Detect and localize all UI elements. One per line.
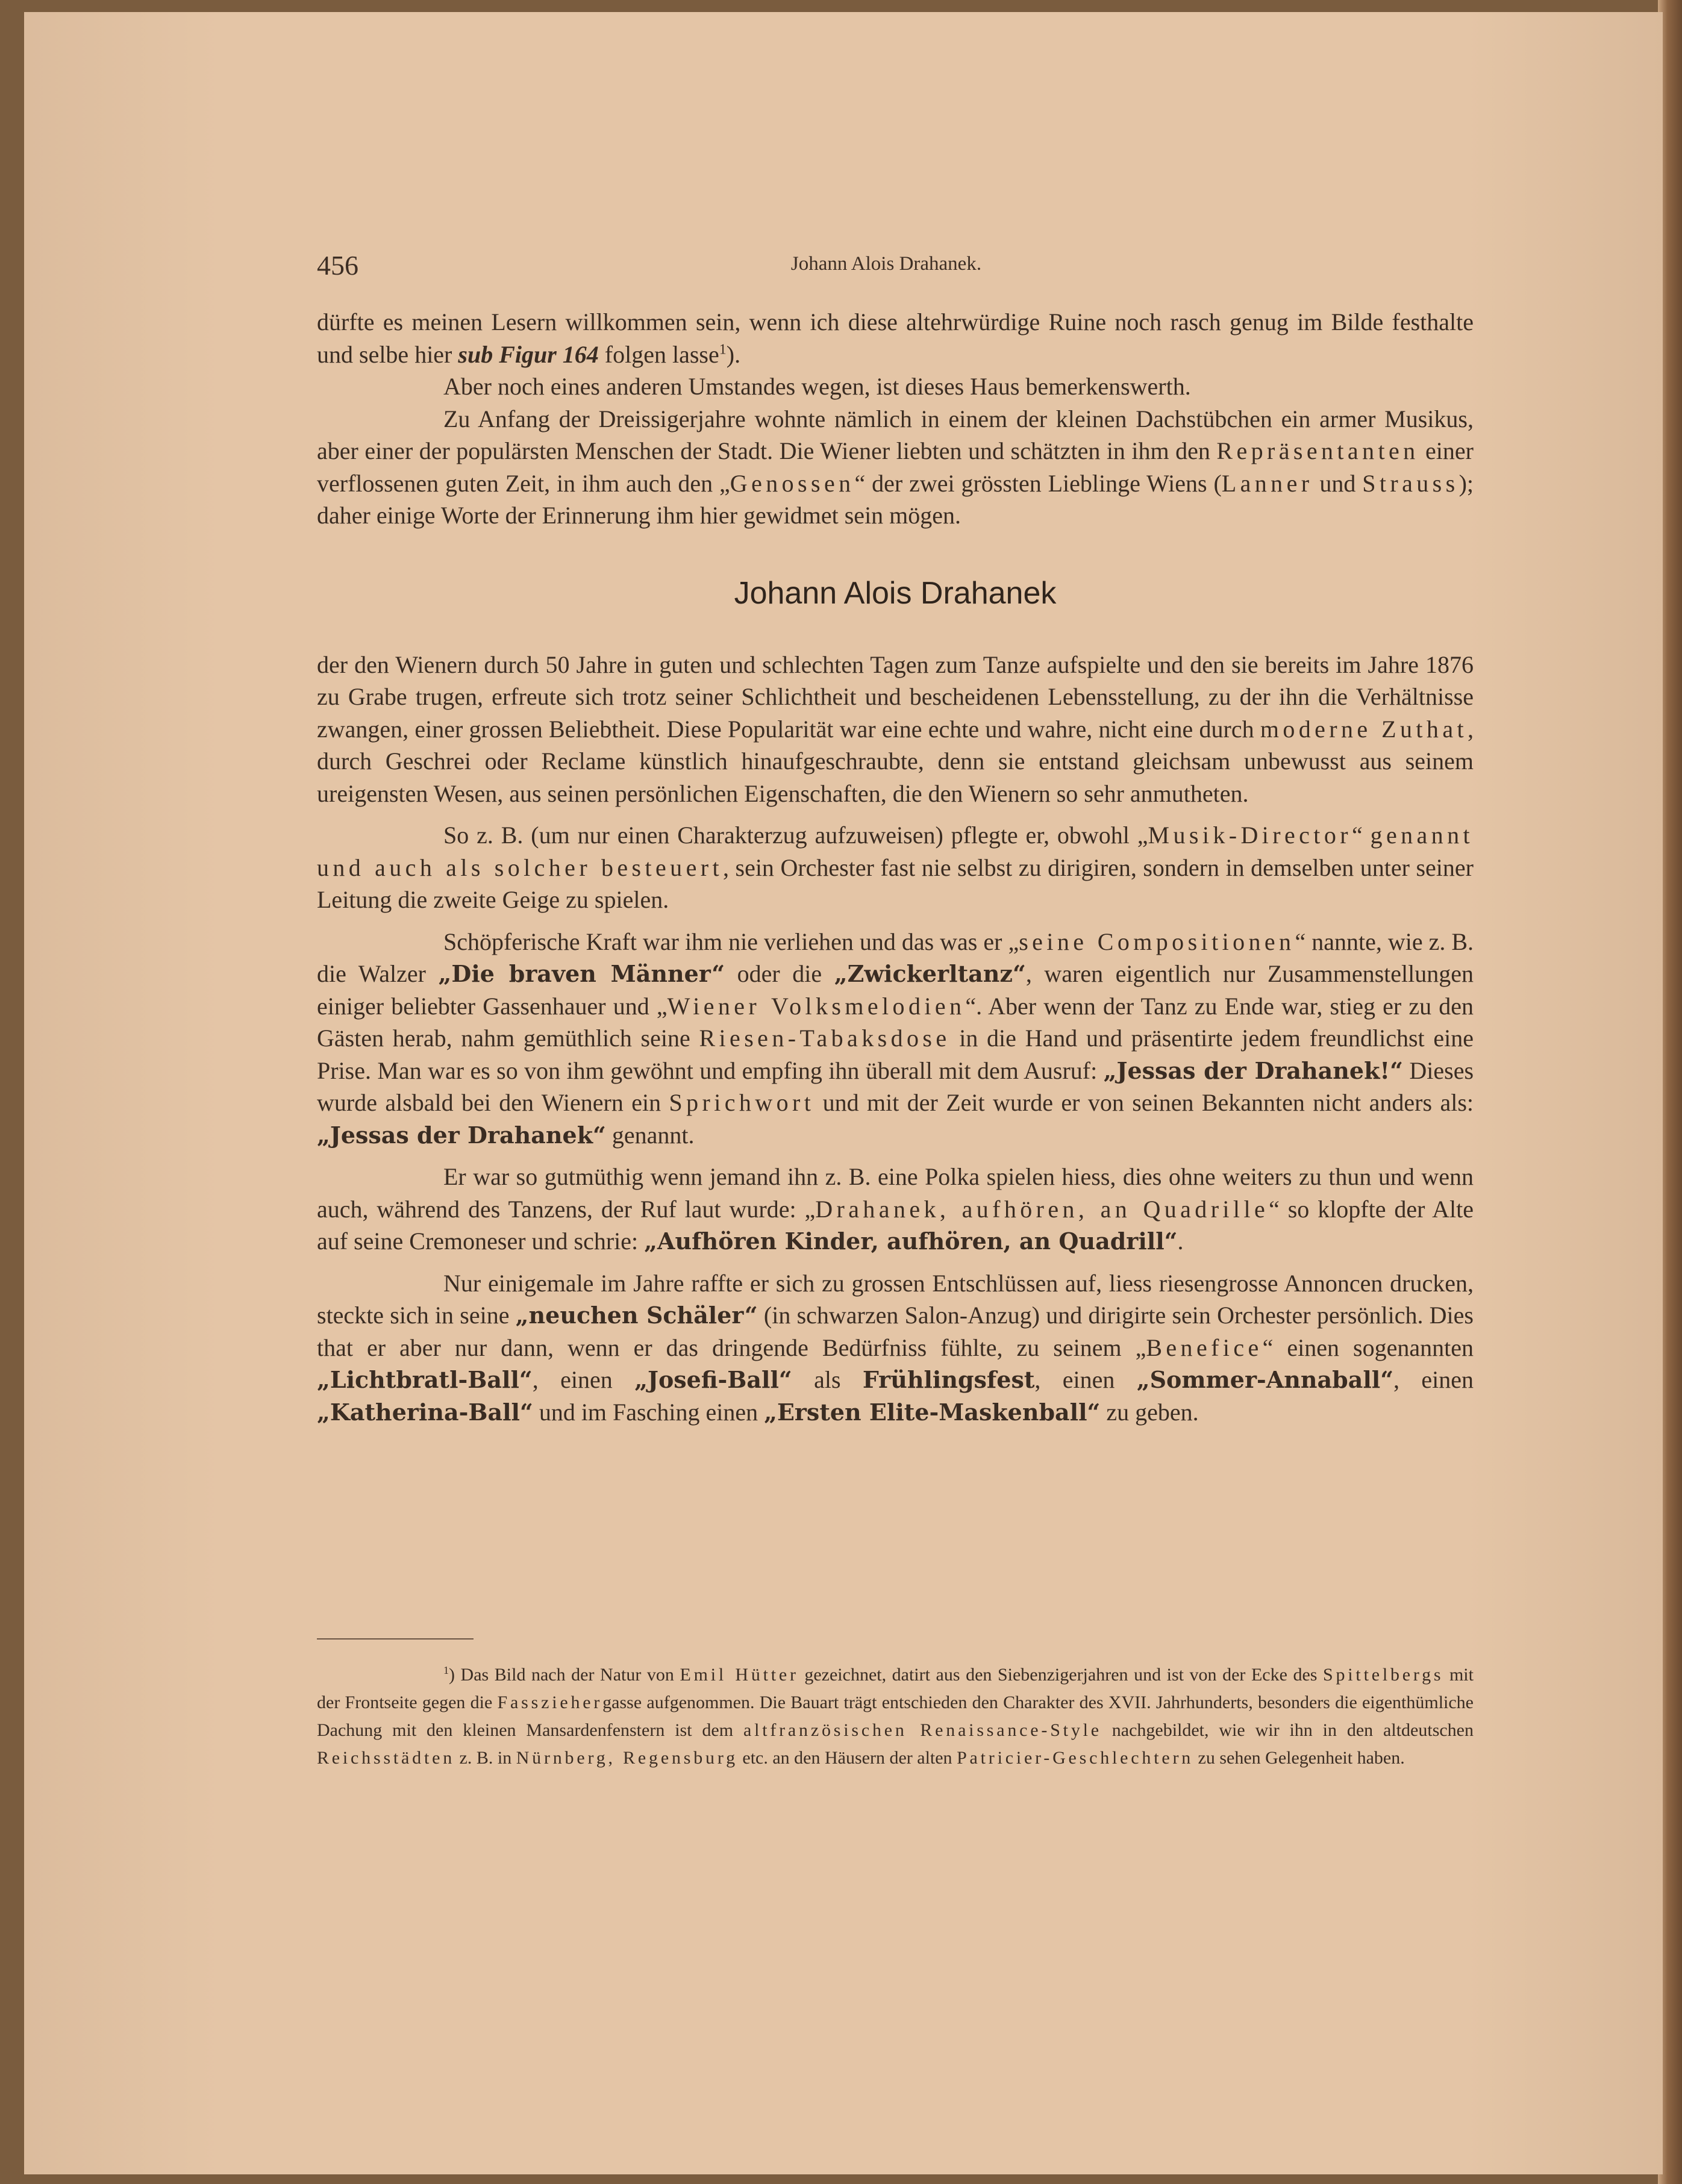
text-run: nachgebildet, wie wir ihn in den altdeutschen: [1101, 1720, 1474, 1740]
fraktur-phrase: „Die braven Männer“: [438, 960, 725, 987]
fraktur-phrase: „neuchen Schäler“: [515, 1302, 758, 1329]
spaced-word: Musik-Director: [1148, 822, 1352, 849]
spaced-word: Nürnberg, Regensburg: [516, 1748, 738, 1768]
text-run: z. B. in: [455, 1748, 516, 1768]
paragraph-section-4: [317, 1161, 1474, 1258]
text-run: Er war so gutmüthig wenn jemand ihn z. B. eine Polka spielen hiess, dies ohne weiters zu thun und wenn auch, während des Tanzens, der Ruf laut wurde: „: [317, 1163, 1474, 1223]
footnote-1: [317, 1661, 1474, 1772]
figure-reference: sub Figur 164: [458, 340, 599, 368]
fraktur-phrase: „Jessas der Drahanek“: [317, 1121, 606, 1149]
text-run: dürfte es meinen Lesern willkommen sein, wenn ich diese altehrwürdige Ruine noch rasch genug im Bilde festhalte und selbe hier: [317, 308, 1474, 368]
text-run: So z. B. (um nur einen Charakterzug aufzuweisen) pflegte er, obwohl „: [443, 822, 1148, 849]
text-run: Nur einigemale im Jahre raffte er sich zu grossen Entschlüssen auf, liess riesengrosse Annoncen drucken, steckte sich in seine: [317, 1269, 1474, 1329]
text-run: in die Hand und präsentirte jedem freundlichst eine Prise. Man war es so von ihm gewöhnt und empfing ihn überall mit dem Ausruf:: [317, 1025, 1474, 1084]
spaced-word: Benefice: [1146, 1334, 1263, 1361]
spaced-word: Emil Hütter: [680, 1665, 799, 1685]
text-run: einer verflossenen guten Zeit, in ihm auch den „: [317, 437, 1474, 497]
text-run: ); daher einige Worte der Erinnerung ihm hier gewidmet sein mögen.: [317, 469, 1474, 529]
text-run: gezeichnet, datirt aus den Siebenzigerjahren und ist von der Ecke des: [798, 1665, 1324, 1685]
fraktur-phrase: „Jessas der Drahanek!“: [1103, 1056, 1403, 1084]
text-run: genannt.: [605, 1121, 695, 1149]
paragraph-intro-2: Aber noch eines anderen Umstandes wegen, ist dieses Haus bemerkenswerth.: [443, 373, 1191, 400]
spaced-word: Riesen-Tabaksdose: [699, 1025, 951, 1052]
text-run: etc. an den Häusern der alten: [737, 1748, 957, 1768]
spaced-word: moderne Zuthat: [1260, 715, 1468, 743]
text-run: folgen lasse: [598, 340, 719, 368]
text-run: zu sehen Gelegenheit haben.: [1193, 1748, 1405, 1768]
text-run: , einen: [532, 1366, 635, 1393]
text-run: “ der zwei grössten Lieblinge Wiens (: [854, 469, 1222, 497]
spaced-word: altfranzösischen Renaissance-Style: [743, 1720, 1102, 1740]
fraktur-phrase: Frühlingsfest: [862, 1366, 1035, 1393]
text-run: , einen: [1034, 1366, 1137, 1393]
text-run: ).: [726, 340, 741, 368]
paragraph-section-5: [317, 1267, 1474, 1429]
spaced-word: Wiener Volksmelodien: [667, 992, 966, 1020]
text-run: gasse aufgenommen. Die Bauart trägt entschieden den Charakter des XVII. Jahrhunderts, besonders die eigenthümliche Dachung mit den kleinen Mansardenfenstern ist dem: [317, 1693, 1474, 1740]
text-run: Zu Anfang der Dreissigerjahre wohnte nämlich in einem der kleinen Dachstübchen ein armer Musikus, aber einer der populärsten Menschen der Stadt. Die Wiener liebten und schätzten in ihm den: [317, 405, 1474, 464]
text-run: “ nannte, wie z. B. die Walzer: [317, 928, 1474, 987]
spaced-word: Reichsstädten: [317, 1748, 455, 1768]
text-run: , einen: [1393, 1366, 1474, 1393]
fraktur-phrase: „Zwickerltanz“: [834, 960, 1026, 987]
text-run: Schöpferische Kraft war ihm nie verliehen und das was er „: [443, 928, 1019, 955]
text-run: zu geben.: [1100, 1398, 1199, 1426]
spaced-word: Sprichwort: [669, 1089, 815, 1116]
spaced-word: Strauss: [1362, 469, 1459, 497]
page-header: [317, 241, 1455, 283]
text-run: “ so klopfte der Alte auf seine Cremoneser und schrie:: [317, 1195, 1474, 1255]
running-title: Johann Alois Drahanek.: [790, 253, 982, 275]
text-run: (in schwarzen Salon-Anzug) und dirigirte sein Orchester persönlich. Dies that er aber nur dann, wenn er das dringende Bedürfniss fühlte, zu seinem „: [317, 1302, 1474, 1361]
text-run: und im Fasching einen: [533, 1398, 764, 1426]
page-number: 456: [317, 250, 358, 281]
paragraph-section-1: [317, 649, 1474, 810]
paragraph-section-3: [317, 926, 1474, 1152]
paragraph-intro-3: [317, 403, 1474, 532]
footnote-block: [317, 1661, 1474, 1772]
main-text: [317, 306, 1474, 1428]
text-run: .: [1177, 1228, 1184, 1255]
text-run: “ einen sogenannten: [1262, 1334, 1474, 1361]
text-run: oder die: [725, 960, 834, 987]
text-run: , waren eigentlich nur Zusammenstellungen einiger beliebter Gassenhauer und „: [317, 960, 1474, 1020]
fraktur-phrase: „Aufhören Kinder, aufhören, an Quadrill“: [644, 1228, 1178, 1255]
footnote-marker: 1: [719, 342, 727, 358]
fraktur-phrase: „Ersten Elite-Maskenball“: [764, 1398, 1101, 1426]
section-heading: Johann Alois Drahanek: [734, 575, 1057, 611]
text-run: “: [1351, 822, 1371, 849]
text-run: , sein Orchester fast nie selbst zu dirigiren, sondern in demselben unter seiner Leitung die zweite Geige zu spielen.: [317, 853, 1474, 913]
spaced-word: Patricier-Geschlechtern: [957, 1748, 1194, 1768]
text-run: ) Das Bild nach der Natur von: [449, 1665, 680, 1685]
spaced-word: Lanner: [1221, 469, 1313, 497]
fraktur-phrase: „Sommer-Annaball“: [1136, 1366, 1394, 1393]
spaced-word: Genossen: [730, 469, 855, 497]
text-run: , durch Geschrei oder Reclame künstlich hinaufgeschraubte, denn sie entstand gleichsam unbewusst aus seinem ureigensten Wesen, aus seinen persönlichen Eigenschaften, die den Wienern so sehr anmutheten.: [317, 715, 1474, 807]
spaced-word: genannt und auch als solcher besteuert: [317, 822, 1474, 881]
text-run: und: [1313, 469, 1363, 497]
fraktur-phrase: „Lichtbratl-Ball“: [317, 1366, 533, 1393]
text-run: “. Aber wenn der Tanz zu Ende war, stieg er zu den Gästen herab, nahm gemüthlich seine: [317, 992, 1474, 1052]
text-run: und mit der Zeit wurde er von seinen Bekannten nicht anders als:: [814, 1089, 1474, 1116]
fraktur-phrase: „Katherina-Ball“: [317, 1398, 533, 1426]
paragraph-intro-1: [317, 306, 1474, 370]
spaced-word: Fasszieher: [497, 1693, 603, 1712]
spaced-word: seine Compositionen: [1019, 928, 1295, 955]
spaced-word: Drahanek, aufhören, an Quadrille: [815, 1195, 1269, 1223]
text-run: mit der Frontseite gegen die: [317, 1665, 1474, 1712]
text-run: als: [792, 1366, 863, 1393]
text-run: der den Wienern durch 50 Jahre in guten und schlechten Tagen zum Tanze aufspielte und den sie bereits im Jahre 1876 zu Grabe trugen, erfreute sich trotz seiner Schlichtheit und bescheidenen Lebensstellung, zu der ihn die Verhältnisse zwangen, einer grossen Beliebtheit. Diese Popularität war eine echte und wahre, nicht eine durch: [317, 651, 1474, 743]
paragraph-section-2: [317, 819, 1474, 916]
spaced-word: Spittelbergs: [1323, 1665, 1444, 1685]
footnote-marker: 1: [443, 1664, 449, 1676]
footnote-rule: [317, 1638, 474, 1640]
fraktur-phrase: „Josefi-Ball“: [634, 1366, 792, 1393]
spaced-word: Repräsentanten: [1216, 437, 1419, 464]
text-run: Dieses wurde alsbald bei den Wienern ein: [317, 1056, 1474, 1116]
